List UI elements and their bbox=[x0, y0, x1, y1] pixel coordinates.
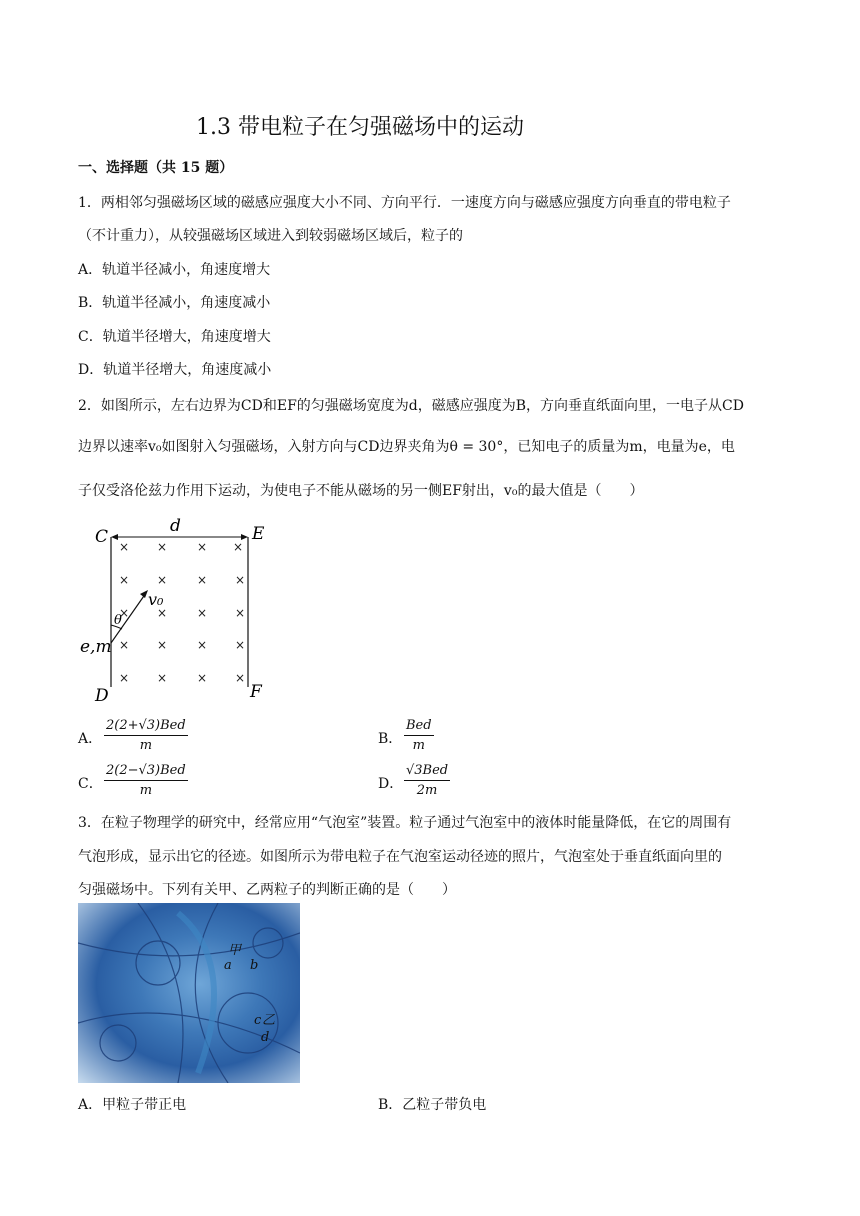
label-v0: v₀ bbox=[148, 590, 164, 609]
bubble-chamber-photo bbox=[78, 903, 300, 1083]
q1-stem-line1: 1．两相邻匀强磁场区域的磁感应强度大小不同、方向平行．一速度方向与磁感应强度方向垂直的带电粒子 bbox=[78, 195, 731, 211]
field-cross: × bbox=[234, 638, 246, 652]
label-e: E bbox=[252, 524, 265, 544]
field-cross: × bbox=[156, 573, 168, 587]
field-cross: × bbox=[196, 671, 208, 685]
field-cross: × bbox=[232, 540, 244, 554]
field-cross: × bbox=[234, 606, 246, 620]
q3-stem-line1: 3．在粒子物理学的研究中，经常应用“气泡室”装置。粒子通过气泡室中的液体时能量降低，在它的周围有 bbox=[78, 815, 732, 831]
field-cross: × bbox=[196, 606, 208, 620]
q2-option-c-label: C． bbox=[78, 776, 103, 792]
field-cross: × bbox=[234, 573, 246, 587]
section-heading: 一、选择题（共 15 题） bbox=[78, 160, 234, 176]
q2-option-a-label: A． bbox=[78, 731, 103, 747]
field-cross: × bbox=[196, 573, 208, 587]
label-d: D bbox=[95, 686, 109, 705]
label-f: F bbox=[250, 682, 262, 702]
magnetic-field-diagram bbox=[78, 515, 278, 705]
q2-stem-line1: 2．如图所示，左右边界为CD和EF的匀强磁场宽度为d，磁感应强度为B，方向垂直纸面向里，一电子从CD bbox=[78, 398, 744, 414]
q3-option-b: B．乙粒子带负电 bbox=[378, 1097, 487, 1113]
label-jia: 甲 bbox=[228, 943, 242, 958]
q2-option-b-formula: Bed m bbox=[406, 718, 432, 753]
field-cross: × bbox=[118, 573, 130, 587]
q2-option-d-formula: √3Bed 2m bbox=[406, 763, 449, 798]
label-a: a bbox=[224, 958, 232, 973]
q3-stem-line3: 匀强磁场中。下列有关甲、乙两粒子的判断正确的是（ ） bbox=[78, 882, 456, 898]
page-title: 1.3 带电粒子在匀强磁场中的运动 bbox=[196, 115, 524, 140]
q2-option-d-label: D． bbox=[378, 776, 404, 792]
q1-option-b: B．轨道半径减小，角速度减小 bbox=[78, 295, 271, 311]
label-c-photo: c bbox=[254, 1013, 262, 1028]
field-cross-marks bbox=[119, 540, 245, 685]
field-cross: × bbox=[156, 638, 168, 652]
field-cross: × bbox=[234, 671, 246, 685]
q3-stem-line2: 气泡形成，显示出它的径迹。如图所示为带电粒子在气泡室运动径迹的照片，气泡室处于垂直纸面向里的 bbox=[78, 849, 722, 865]
field-cross: × bbox=[156, 540, 168, 554]
q2-option-b-label: B． bbox=[378, 731, 403, 747]
q2-stem-line3: 子仅受洛伦兹力作用下运动，为使电子不能从磁场的另一侧EF射出，v₀的最大值是（ ） bbox=[78, 483, 644, 499]
label-theta: θ bbox=[114, 613, 122, 628]
field-cross: × bbox=[118, 606, 130, 620]
field-cross: × bbox=[156, 671, 168, 685]
q2-stem-line2: 边界以速率v₀如图射入匀强磁场，入射方向与CD边界夹角为θ = 30°，已知电子的质量为m，电量为e，电 bbox=[78, 439, 735, 455]
field-cross: × bbox=[196, 540, 208, 554]
q3-option-a: A．甲粒子带正电 bbox=[78, 1097, 187, 1113]
field-cross: × bbox=[196, 638, 208, 652]
field-cross: × bbox=[118, 540, 130, 554]
label-width-d: d bbox=[170, 516, 181, 536]
q2-option-c-formula: 2(2−√3)Bed m bbox=[106, 763, 186, 798]
label-b: b bbox=[250, 958, 259, 973]
label-d-photo: d bbox=[261, 1030, 270, 1045]
q1-option-d: D．轨道半径增大，角速度减小 bbox=[78, 362, 272, 378]
label-electron: e,m bbox=[80, 637, 112, 657]
label-c: C bbox=[95, 527, 109, 547]
q1-option-a: A．轨道半径减小，角速度增大 bbox=[78, 262, 271, 278]
label-yi: 乙 bbox=[262, 1013, 276, 1028]
q1-stem-line2: （不计重力），从较强磁场区域进入到较弱磁场区域后，粒子的 bbox=[78, 228, 463, 244]
field-cross: × bbox=[118, 638, 130, 652]
field-cross: × bbox=[156, 606, 168, 620]
q2-option-a-formula: 2(2+√3)Bed m bbox=[106, 718, 186, 753]
field-cross: × bbox=[118, 671, 130, 685]
q1-option-c: C．轨道半径增大，角速度增大 bbox=[78, 329, 271, 345]
